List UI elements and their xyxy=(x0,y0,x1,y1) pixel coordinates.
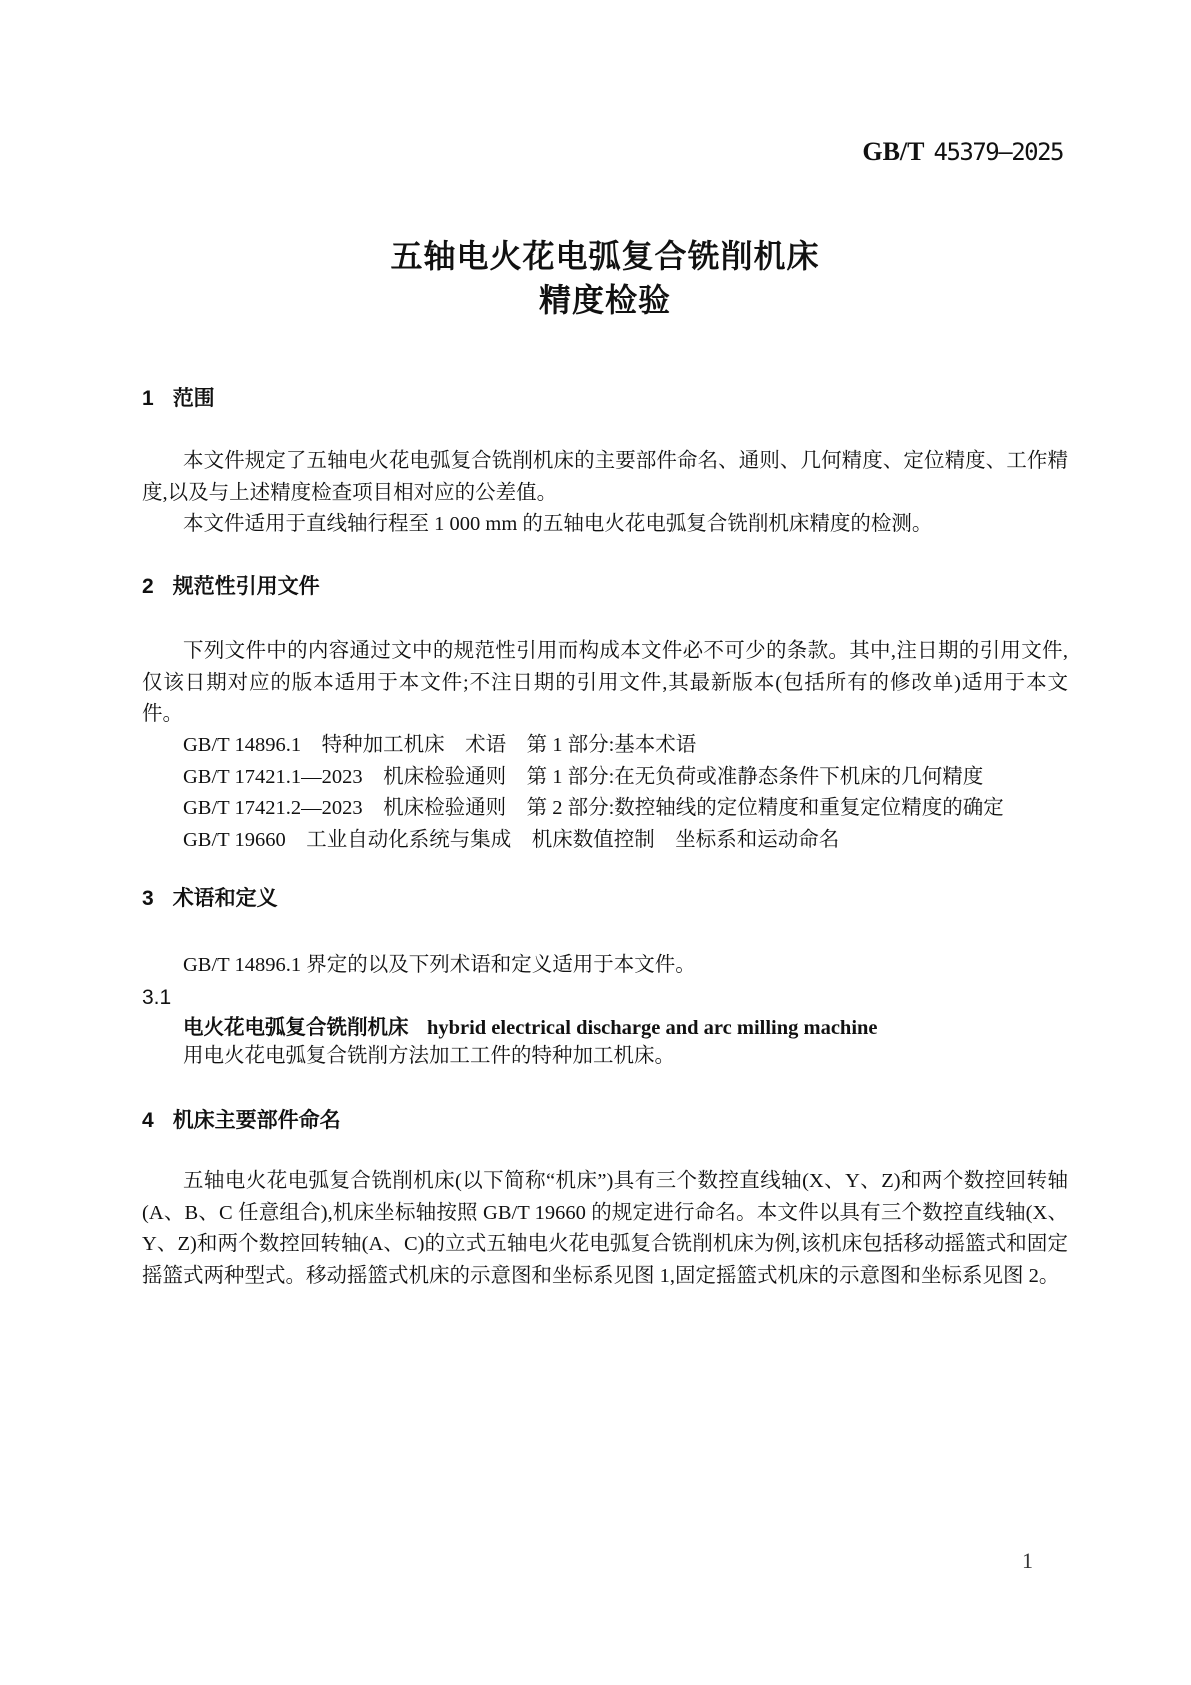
terms-intro-paragraph: GB/T 14896.1 界定的以及下列术语和定义适用于本文件。 xyxy=(183,954,696,976)
section-4-heading xyxy=(142,1108,1068,1134)
section-3-number: 3 xyxy=(142,887,154,910)
scope-paragraph-2: 本文件适用于直线轴行程至 1 000 mm 的五轴电火花电弧复合铣削机床精度的检测。 xyxy=(183,513,933,535)
standard-code-header xyxy=(862,137,1063,167)
term-3-1-entry xyxy=(142,1014,1068,1042)
section-1-heading xyxy=(142,386,1068,412)
scope-paragraph-1: 本文件规定了五轴电火花电弧复合铣削机床的主要部件命名、通则、几何精度、定位精度、工作精度,以及与上述精度检查项目相对应的公差值。 xyxy=(142,450,1068,504)
section-3-title: 术语和定义 xyxy=(172,887,278,910)
document-title xyxy=(142,234,1068,322)
term-3-1-english: hybrid electrical discharge and arc milling machine xyxy=(426,1017,878,1039)
section-1-body xyxy=(142,446,1068,541)
standard-code-prefix: GB/T xyxy=(862,137,925,166)
section-3-heading xyxy=(142,886,1068,912)
section-4-title: 机床主要部件命名 xyxy=(172,1109,341,1132)
references-intro-paragraph: 下列文件中的内容通过文中的规范性引用而构成本文件必不可少的条款。其中,注日期的引用文件,仅该日期对应的版本适用于本文件;不注日期的引用文件,其最新版本(包括所有的修改单)适用于本文件。 xyxy=(142,640,1068,725)
term-3-1-number: 3.1 xyxy=(142,986,172,1009)
section-1-title: 范围 xyxy=(172,387,215,410)
normative-references-list xyxy=(142,730,1068,856)
standard-code-number: 45379—2025 xyxy=(933,138,1063,166)
page-number: 1 xyxy=(1022,1548,1033,1573)
section-4-number: 4 xyxy=(142,1109,154,1132)
terms-intro xyxy=(142,950,1068,982)
machine-naming-paragraph: 五轴电火花电弧复合铣削机床(以下简称“机床”)具有三个数控直线轴(X、Y、Z)和两个数控回转轴(A、B、C 任意组合),机床坐标轴按照 GB/T 19660 的规定进行命名。本文件以具有三个数控直线轴(X、Y、Z)和两个数控回转轴(A、C)的立式五轴电火花电弧复合铣削机床为例,该机床包括移动摇篮式和固定摇篮式两种型式。移动摇篮式机床的示意图和坐标系见图 1,固定摇篮式机床的示意图和坐标系见图 2。 xyxy=(142,1170,1068,1287)
reference-item: GB/T 17421.2—2023 机床检验通则 第 2 部分:数控轴线的定位精度和重复定位精度的确定 xyxy=(183,797,1004,819)
reference-item: GB/T 14896.1 特种加工机床 术语 第 1 部分:基本术语 xyxy=(183,734,697,756)
normative-references-intro xyxy=(142,636,1068,731)
reference-item: GB/T 19660 工业自动化系统与集成 机床数值控制 坐标系和运动命名 xyxy=(183,828,840,851)
reference-item: GB/T 17421.1—2023 机床检验通则 第 1 部分:在无负荷或准静态条件下机床的几何精度 xyxy=(183,765,984,788)
document-title-line2: 精度检验 xyxy=(538,282,671,318)
section-2-title: 规范性引用文件 xyxy=(172,575,320,598)
section-2-number: 2 xyxy=(142,575,154,598)
section-4-body xyxy=(142,1166,1068,1292)
term-definition-paragraph: 用电火花电弧复合铣削方法加工工件的特种加工机床。 xyxy=(183,1045,675,1067)
term-3-1-definition xyxy=(142,1041,1068,1073)
document-title-line1: 五轴电火花电弧复合铣削机床 xyxy=(390,238,820,274)
section-1-number: 1 xyxy=(142,387,154,410)
term-3-1-chinese: 电火花电弧复合铣削机床 xyxy=(183,1016,409,1039)
section-2-heading xyxy=(142,574,1068,600)
